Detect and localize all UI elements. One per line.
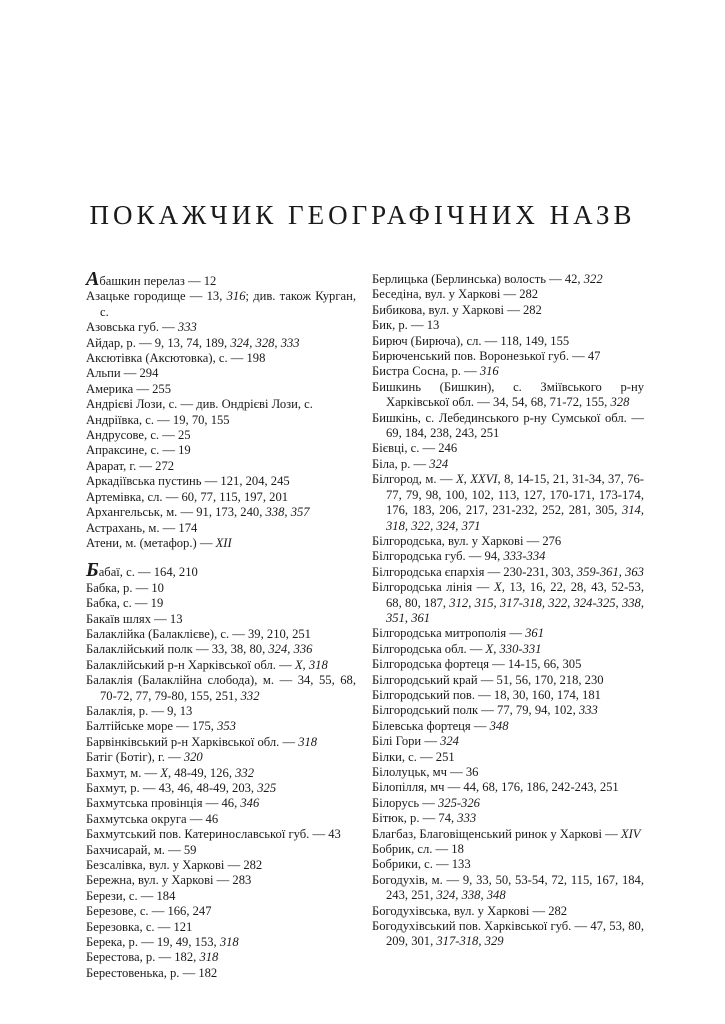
entry-text: Білевська фортеця — <box>372 718 490 733</box>
entry-text: Білі Гори — <box>372 734 441 749</box>
entry-text: Бітюк, р. — 74, <box>372 811 458 826</box>
entry-text: , 13, 16, 22, 28, 43, 52-53, 68, 80, 187, <box>386 580 644 610</box>
index-entry <box>86 719 356 734</box>
index-entry <box>372 534 644 549</box>
entry-text: Азовська губ. — <box>86 320 178 335</box>
entry-text: Білгородська лінія — <box>372 580 495 595</box>
index-entry <box>372 549 644 564</box>
index-entry <box>86 596 356 611</box>
entry-page-ref-italic: 359-361, 363 <box>576 564 644 579</box>
index-entry <box>86 735 356 750</box>
entry-text: Бобрики, с. — 133 <box>372 857 471 872</box>
index-entry <box>86 642 356 657</box>
entry-text: Балаклія, р. — 9, 13 <box>86 703 193 718</box>
entry-text: Березовка, с. — 121 <box>86 919 193 934</box>
index-entry <box>86 443 356 458</box>
entry-text: Бик, р. — 13 <box>372 318 440 333</box>
index-entry <box>86 336 356 351</box>
entry-text: Бибикова, вул. у Харкові — 282 <box>372 302 542 317</box>
index-entry <box>372 688 644 703</box>
index-entry <box>86 950 356 965</box>
entry-text: Берези, с. — 184 <box>86 888 176 903</box>
entry-text: Білгородська губ. — 94, <box>372 549 504 564</box>
entry-text: Артемівка, сл. — 60, 77, 115, 197, 201 <box>86 489 289 504</box>
entry-text: Бахмутський пов. Катеринославської губ. — 43 <box>86 827 341 842</box>
index-entry <box>372 904 644 919</box>
entry-text: Білгородський край — 51, 56, 170, 218, 230 <box>372 672 604 687</box>
entry-text: Андріївка, с. — 19, 70, 155 <box>86 412 230 427</box>
entry-text: Барвінківський р-н Харківської обл. — <box>86 734 299 749</box>
entry-page-ref-italic: 361 <box>525 626 544 641</box>
index-entry <box>86 889 356 904</box>
index-entry <box>372 334 644 349</box>
entry-page-ref-italic: X, XXVI <box>455 472 498 487</box>
entry-page-ref-italic: 338, 357 <box>265 505 310 520</box>
index-entry <box>372 811 644 826</box>
index-entry <box>372 873 644 904</box>
index-entry <box>372 318 644 333</box>
entry-text: абаї, с. — 164, 210 <box>98 565 198 580</box>
entry-text: Бирюч (Бирюча), сл. — 118, 149, 155 <box>372 333 570 348</box>
index-entry <box>86 858 356 873</box>
index-entry <box>372 919 644 950</box>
index-entry <box>86 966 356 981</box>
index-entry <box>86 413 356 428</box>
index-entry <box>372 657 644 672</box>
index-entry <box>86 521 356 536</box>
entry-page-ref-italic: 322 <box>583 272 603 286</box>
index-entry <box>86 920 356 935</box>
index-entry <box>86 459 356 474</box>
entry-text: Білгородський пов. — 18, 30, 160, 174, 181 <box>372 687 601 702</box>
entry-text: Бахмутська округа — 46 <box>86 811 219 826</box>
index-entry <box>372 472 644 534</box>
index-entry <box>86 843 356 858</box>
index-column-right <box>372 272 644 950</box>
entry-page-ref-italic: 353 <box>217 719 236 734</box>
entry-text: Берека, р. — 19, 49, 153, <box>86 935 220 950</box>
entry-text: Бишкинь (Бишкин), с. Зміївського р-ну Харківської обл. — 34, 54, 68, 71-72, 155, <box>372 379 644 410</box>
index-entry <box>372 780 644 795</box>
index-entry <box>86 536 356 551</box>
entry-text: Благбаз, Благовіщенський ринок у Харкові — <box>372 826 621 841</box>
entry-text: , 48-49, 126, <box>167 765 236 780</box>
entry-text: Астрахань, м. — 174 <box>86 520 198 535</box>
index-entry <box>86 320 356 335</box>
entry-text: Аркадіївська пустинь — 121, 204, 245 <box>86 474 290 489</box>
index-entry <box>372 272 644 287</box>
entry-text: Балаклійський полк — 33, 38, 80, <box>86 642 269 657</box>
index-entry <box>86 366 356 381</box>
entry-text: Білки, с. — 251 <box>372 749 455 764</box>
entry-text: Берлицька (Берлинська) волость — 42, <box>372 272 584 286</box>
page-title: ПОКАЖЧИК ГЕОГРАФІЧНИХ НАЗВ <box>89 200 636 230</box>
entry-text: Білолуцьк, мч — 36 <box>372 765 479 779</box>
entry-page-ref-italic: 332 <box>235 765 255 780</box>
entry-page-ref-italic: 312, 315, 317-318, 322, 324-325, 338, 351, 361 <box>386 595 644 625</box>
entry-text: Білопілля, мч — 44, 68, 176, 186, 242-243, 251 <box>372 780 619 795</box>
entry-page-ref-italic: 314, 318, 322, 324, 371 <box>386 503 644 533</box>
index-entry <box>372 441 644 456</box>
entry-text: Балаклія (Балаклійна слобода), м. — 34, 55, 68, 70-72, 77, 79-80, 155, 251, <box>86 673 356 703</box>
entry-text: Батіг (Ботіг), г. — <box>86 750 184 765</box>
index-entry <box>372 642 644 657</box>
index-column-left <box>86 268 356 981</box>
index-entry <box>372 565 644 580</box>
index-entry <box>86 559 356 582</box>
entry-page-ref-italic: 325 <box>257 781 277 795</box>
index-entry <box>86 658 356 673</box>
entry-page-ref-italic: 333 <box>177 320 197 335</box>
index-entry <box>372 842 644 857</box>
entry-text: Богодухів, м. — 9, 33, 50, 53-54, 72, 115, 167, 184, 243, 251, <box>372 872 644 903</box>
index-entry <box>86 490 356 505</box>
entry-text: Білгородська, вул. у Харкові — 276 <box>372 533 562 548</box>
entry-text: Білгородська фортеця — 14-15, 66, 305 <box>372 657 582 672</box>
entry-page-ref-italic: 346 <box>240 796 260 811</box>
index-entry <box>86 873 356 888</box>
section-initial-letter: Б <box>86 559 99 582</box>
index-entry <box>86 505 356 520</box>
section-gap <box>86 551 356 563</box>
entry-text: Бахчисарай, м. — 59 <box>86 842 197 857</box>
index-entry <box>372 364 644 379</box>
entry-text: Балаклійський р-н Харківської обл. — <box>86 657 295 672</box>
index-entry <box>372 626 644 641</box>
index-entry <box>372 734 644 749</box>
entry-text: Бистра Сосна, р. — <box>372 364 480 379</box>
index-entry <box>86 935 356 950</box>
entry-page-ref-italic: 324 <box>440 734 459 749</box>
entry-text: Білгородська обл. — <box>372 641 486 656</box>
section-initial-letter: А <box>86 268 100 290</box>
index-entry <box>86 382 356 397</box>
entry-text: Андрусове, с. — 25 <box>86 428 191 443</box>
entry-text: Бирюченський пов. Воронезької губ. — 47 <box>372 349 601 364</box>
index-entry <box>86 750 356 765</box>
index-entry <box>372 857 644 872</box>
index-entry <box>372 719 644 734</box>
entry-page-ref-italic: 325-326 <box>437 795 480 810</box>
index-entry <box>86 812 356 827</box>
entry-text: Богодухівський пов. Харківської губ. — 47, 53, 80, 209, 301, <box>372 919 644 949</box>
entry-page-ref-italic: XII <box>215 535 232 550</box>
entry-text: Бабка, с. — 19 <box>86 596 164 611</box>
entry-text: Андрієві Лози, с. — див. Ондрієві Лози, с. <box>86 397 313 412</box>
entry-text: Березове, с. — 166, 247 <box>86 904 212 919</box>
entry-text: Бабка, р. — 10 <box>86 580 164 595</box>
entry-page-ref-italic: 328 <box>610 395 630 410</box>
index-entry <box>372 457 644 472</box>
entry-text: Беседіна, вул. у Харкові — 282 <box>372 287 539 302</box>
index-entry <box>86 673 356 704</box>
index-entry <box>372 750 644 765</box>
entry-text: Берестова, р. — 182, <box>86 950 200 965</box>
index-entry <box>372 673 644 688</box>
index-entry <box>372 303 644 318</box>
index-entry <box>372 580 644 626</box>
entry-text: Аксютівка (Аксютовка), с. — 198 <box>86 351 266 366</box>
entry-page-ref-italic: 333-334 <box>503 549 546 564</box>
entry-page-ref-italic: 324, 328, 333 <box>230 335 300 350</box>
entry-page-ref-italic: 324 <box>429 456 449 471</box>
entry-text: Апраксине, с. — 19 <box>86 443 191 458</box>
entry-text: башкин перелаз — 12 <box>99 274 217 288</box>
index-entry <box>372 411 644 442</box>
entry-text: Бієвці, с. — 246 <box>372 441 458 456</box>
entry-text: Бахмутська провінція — 46, <box>86 796 241 811</box>
entry-page-ref-italic: 324, 338, 348 <box>436 888 506 903</box>
entry-text: Атени, м. (метафор.) — <box>86 535 216 550</box>
entry-page-ref-italic: 332 <box>240 688 260 703</box>
index-entry <box>86 612 356 627</box>
entry-text: Бахмут, р. — 43, 46, 48-49, 203, <box>86 781 258 795</box>
entry-text: Бахмут, м. — <box>86 765 161 780</box>
entry-text: Безсалівка, вул. у Харкові — 282 <box>86 858 263 873</box>
entry-text: Білорусь — <box>372 795 438 810</box>
index-entry <box>86 351 356 366</box>
index-entry <box>86 904 356 919</box>
entry-page-ref-italic: 333 <box>578 703 598 718</box>
entry-text: Богодухівська, вул. у Харкові — 282 <box>372 903 568 918</box>
entry-text: ; див. також Курган, с. <box>100 289 356 319</box>
index-entry <box>86 827 356 842</box>
index-entry <box>86 581 356 596</box>
entry-text: Архангельськ, м. — 91, 173, 240, <box>86 505 266 520</box>
index-entry <box>86 397 356 412</box>
index-entry <box>86 796 356 811</box>
entry-page-ref-italic: 348 <box>489 718 509 733</box>
entry-page-ref-italic: 318 <box>219 935 239 950</box>
entry-text: Балаклійка (Балаклієве), с. — 39, 210, 251 <box>86 626 311 641</box>
index-entry <box>86 766 356 781</box>
entry-text: Білгородська митрополія — <box>372 626 526 641</box>
index-entry <box>86 704 356 719</box>
entry-text: Айдар, р. — 9, 13, 74, 189, <box>86 335 231 350</box>
entry-page-ref-italic: X <box>494 580 502 595</box>
index-entry <box>372 827 644 842</box>
index-entry <box>86 627 356 642</box>
entry-page-ref-italic: X, 330-331 <box>485 641 542 656</box>
index-entry <box>372 287 644 302</box>
entry-text: Бишкінь, с. Лебединського р-ну Сумської обл. — 69, 184, 238, 243, 251 <box>372 410 644 441</box>
entry-page-ref-italic: X <box>160 765 168 780</box>
index-entry <box>86 781 356 796</box>
index-entry <box>86 268 356 290</box>
index-entry <box>86 474 356 489</box>
index-entry <box>372 796 644 811</box>
entry-page-ref-italic: X, 318 <box>294 657 328 672</box>
entry-text: Бобрик, сл. — 18 <box>372 842 464 857</box>
entry-text: Азацьке городище — 13, <box>86 289 227 304</box>
entry-text: Біла, р. — <box>372 456 430 471</box>
entry-page-ref-italic: 316 <box>479 364 499 379</box>
entry-text: Америка — 255 <box>86 381 171 396</box>
entry-page-ref-italic: XIV <box>620 826 641 841</box>
index-entry <box>86 428 356 443</box>
entry-text: Білгородський полк — 77, 79, 94, 102, <box>372 703 579 718</box>
index-entry <box>372 349 644 364</box>
entry-text: Берестовенька, р. — 182 <box>86 965 218 980</box>
entry-text: Білгород, м. — <box>372 472 456 487</box>
entry-text: Балтійське море — 175, <box>86 719 218 734</box>
index-entry <box>372 765 644 780</box>
entry-page-ref-italic: 324, 336 <box>268 642 313 657</box>
index-entry <box>372 703 644 718</box>
index-entry <box>86 289 356 320</box>
entry-text: Арарат, г. — 272 <box>86 458 175 473</box>
entry-text: Білгородська єпархія — 230-231, 303, <box>372 564 577 579</box>
entry-page-ref-italic: 317-318, 329 <box>436 934 504 949</box>
entry-text: Бережна, вул. у Харкові — 283 <box>86 873 252 888</box>
entry-page-ref-italic: 318 <box>199 950 219 965</box>
entry-page-ref-italic: 318 <box>298 734 318 749</box>
entry-text: Бакаїв шлях — 13 <box>86 611 183 626</box>
index-entry <box>372 380 644 411</box>
entry-page-ref-italic: 320 <box>183 750 203 765</box>
entry-text: , 8, 14-15, 21, 31-34, 37, 76-77, 79, 98, 100, 102, 113, 127, 170-171, 173-174, 176, 183, 206, 217, 231-232, 252, 281, 305, <box>386 472 644 518</box>
entry-page-ref-italic: 333 <box>457 811 477 826</box>
entry-page-ref-italic: 316 <box>226 289 246 304</box>
entry-text: Альпи — 294 <box>86 366 159 381</box>
